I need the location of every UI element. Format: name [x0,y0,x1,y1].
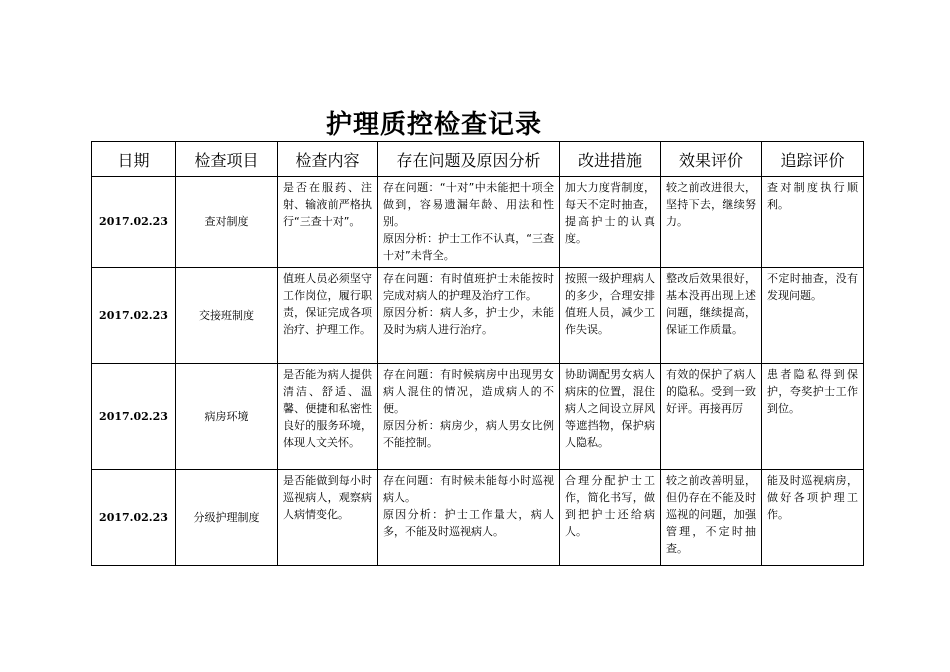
cell-item: 交接班制度 [176,268,278,364]
cell-effect: 有效的保护了病人的隐私。受到一致好评。再接再厉 [661,364,762,470]
cell-item: 查对制度 [176,177,278,268]
header-item: 检查项目 [176,142,278,177]
cause-text: 原因分析：病人多，护士少，未能及时为病人进行治疗。 [383,306,554,336]
cell-measure: 协助调配男女病人病床的位置，混住病人之间设立屏风等遮挡物，保护病人隐私。 [560,364,661,470]
table-row [92,470,864,566]
problem-text: 存在问题：“十对”中未能把十项全做到，容易遗漏年龄、用法和性别。 [383,181,554,228]
cell-measure: 按照一级护理病人的多少，合理安排值班人员，减少工作失误。 [560,268,661,364]
cause-text: 原因分析：病房少，病人男女比例不能控制。 [383,419,554,449]
cell-problem [378,268,560,364]
cell-tracking: 查对制度执行顺利。 [762,177,864,268]
page-title: 护理质控检查记录 [325,110,542,140]
header-date: 日期 [92,142,176,177]
cell-measure: 加大力度背制度，每天不定时抽查，提高护士的认真度。 [560,177,661,268]
table-row [92,364,864,470]
cell-effect: 较之前改善明显，但仍存在不能及时巡视的问题，加强管理，不定时抽查。 [661,470,762,566]
table-row [92,177,864,268]
cell-effect: 整改后效果很好，基本没再出现上述问题，继续提高，保证工作质量。 [661,268,762,364]
header-tracking: 追踪评价 [762,142,864,177]
cell-content: 是否能为病人提供清洁、舒适、温馨、便捷和私密性良好的服务环境，体现人文关怀。 [278,364,378,470]
cell-date: 2017.02.23 [92,470,176,566]
cause-text: 原因分析：护士工作不认真，“三查十对”未背全。 [383,232,554,262]
problem-text: 存在问题：有时候病房中出现男女病人混住的情况，造成病人的不便。 [383,368,554,415]
cause-text: 原因分析：护士工作量大，病人多，不能及时巡视病人。 [383,508,554,538]
header-content: 检查内容 [278,142,378,177]
cell-problem [378,177,560,268]
cell-tracking: 能及时巡视病房，做好各项护理工作。 [762,470,864,566]
cell-problem [378,470,560,566]
problem-text: 存在问题：有时候未能每小时巡视病人。 [383,474,554,504]
cell-item: 病房环境 [176,364,278,470]
cell-date: 2017.02.23 [92,364,176,470]
cell-date: 2017.02.23 [92,268,176,364]
cell-effect: 较之前改进很大，坚持下去，继续努力。 [661,177,762,268]
cell-content: 是否能做到每小时巡视病人，观察病人病情变化。 [278,470,378,566]
header-row [92,142,864,177]
table-row [92,268,864,364]
cell-content: 值班人员必须坚守工作岗位，履行职责，保证完成各项治疗、护理工作。 [278,268,378,364]
cell-content: 是否在服药、注射、输液前严格执行“三查十对”。 [278,177,378,268]
header-effect: 效果评价 [661,142,762,177]
cell-tracking: 患者隐私得到保护，夸奖护士工作到位。 [762,364,864,470]
problem-text: 存在问题：有时值班护士未能按时完成对病人的护理及治疗工作。 [383,272,554,302]
cell-problem [378,364,560,470]
cell-item: 分级护理制度 [176,470,278,566]
header-measure: 改进措施 [560,142,661,177]
inspection-table [91,141,864,566]
header-problem: 存在问题及原因分析 [378,142,560,177]
cell-date: 2017.02.23 [92,177,176,268]
cell-tracking: 不定时抽查，没有发现问题。 [762,268,864,364]
cell-measure: 合理分配护士工作，简化书写，做到把护士还给病人。 [560,470,661,566]
